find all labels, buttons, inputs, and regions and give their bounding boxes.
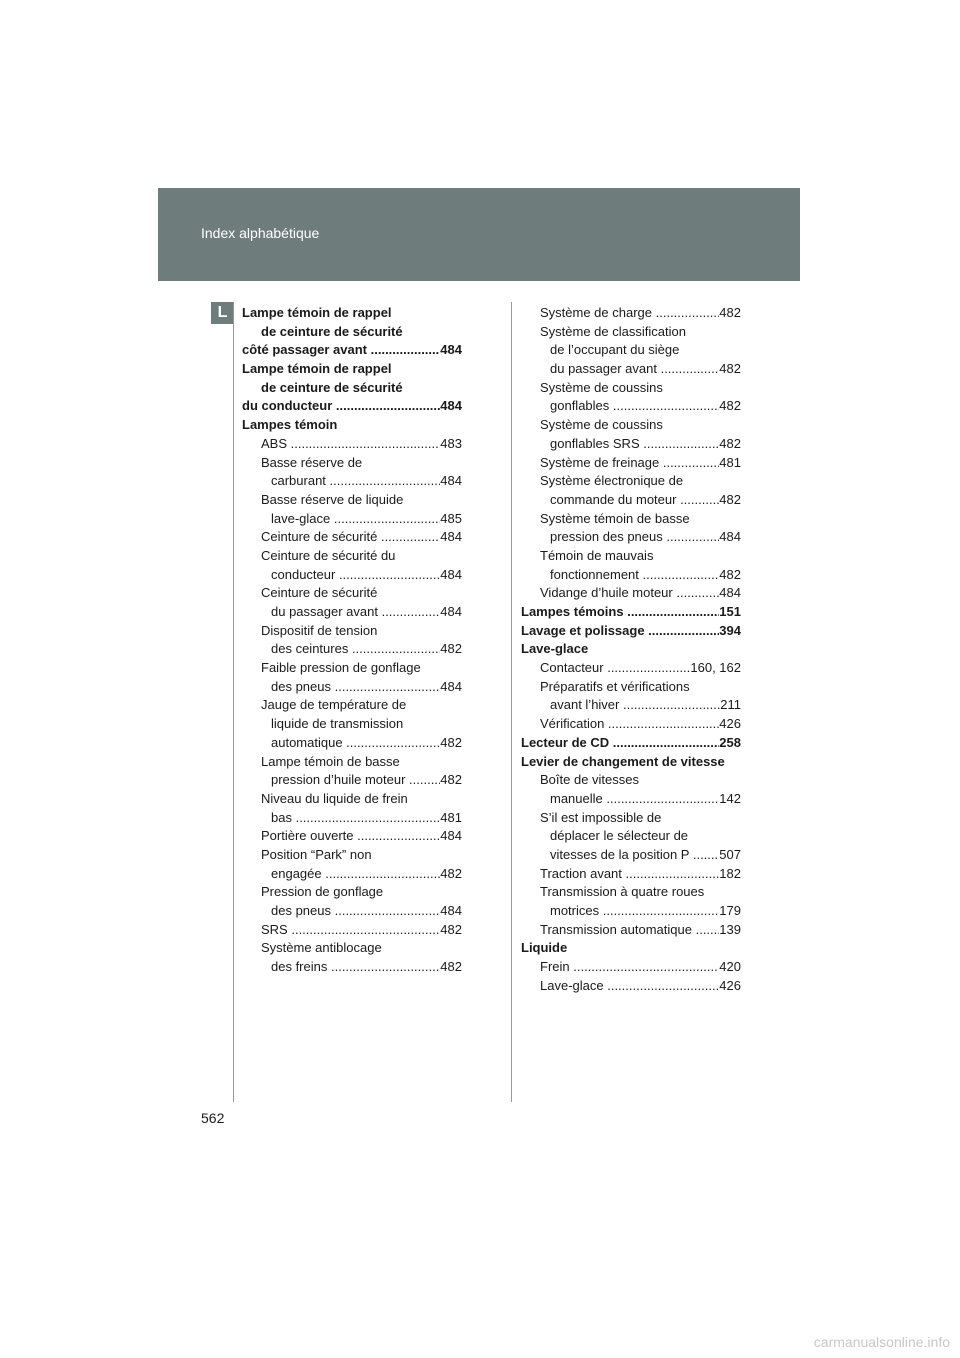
index-entry-label: Vérification .....: [540, 715, 719, 734]
index-entry: [242, 566, 462, 585]
index-entry-page[interactable]: 258: [719, 734, 741, 750]
index-entry: [242, 678, 462, 697]
index-entry-label: conducteur .....: [271, 566, 440, 585]
index-entry-page[interactable]: 482: [440, 772, 462, 788]
index-entry-label: Portière ouverte .....: [261, 827, 440, 846]
index-entry-page[interactable]: 484: [440, 828, 462, 844]
index-entry-label: Boîte de vitesses: [540, 772, 639, 788]
index-entry-label: de ceinture de sécurité: [261, 323, 403, 339]
index-entry: [521, 678, 741, 697]
page-number: 562: [201, 1110, 225, 1126]
index-entry-page[interactable]: 482: [440, 921, 462, 937]
index-entry-page[interactable]: 485: [440, 510, 462, 526]
index-entry-label: Pression de gonflage: [261, 884, 384, 900]
index-entry-label: Transmission automatique .....: [540, 921, 719, 940]
index-entry-page[interactable]: 484: [440, 529, 462, 545]
index-entry: [242, 416, 462, 435]
index-entry-label: Lave-glace .....: [540, 977, 719, 996]
index-entry: [242, 827, 462, 846]
index-entry-page[interactable]: 484: [440, 342, 462, 358]
index-entry: [521, 696, 741, 715]
index-entry-label: Système électronique de: [540, 473, 684, 489]
index-entry-page[interactable]: 484: [440, 604, 462, 619]
index-entry-page[interactable]: 482: [719, 491, 741, 507]
index-entry-label: Dispositif de tension: [261, 622, 378, 638]
index-entry: [521, 397, 741, 416]
index-entry-label: automatique .....: [271, 734, 440, 753]
index-entry: [242, 715, 462, 734]
index-entry-page[interactable]: 482: [440, 734, 462, 750]
index-column-left: [242, 304, 462, 977]
index-entry-label: Basse réserve de: [261, 454, 363, 470]
index-entry-page[interactable]: 482: [719, 435, 741, 451]
index-entry-page[interactable]: 394: [719, 622, 741, 638]
index-entry-label: Contacteur .....: [540, 659, 690, 678]
index-entry: [521, 827, 741, 846]
index-entry: [521, 902, 741, 921]
index-entry-label: Lampes témoin: [242, 417, 338, 433]
index-entry-label: SRS .....: [261, 921, 440, 940]
index-entry: [521, 790, 741, 809]
index-entry: [521, 921, 741, 940]
index-entry-label: Traction avant .....: [540, 865, 719, 884]
index-entry: [242, 958, 462, 977]
index-entry: [521, 939, 741, 958]
index-entry: [242, 883, 462, 902]
index-entry-page[interactable]: 482: [719, 361, 741, 377]
index-entry-label: des ceintures .....: [271, 640, 440, 659]
index-entry-page[interactable]: 142: [719, 790, 741, 806]
index-entry: [242, 865, 462, 884]
index-entry-label: de ceinture de sécurité: [261, 379, 403, 395]
index-entry-label: Frein .....: [540, 958, 719, 977]
index-entry-label: Système de coussins: [540, 379, 663, 395]
index-entry-page[interactable]: 484: [440, 678, 462, 694]
index-entry-label: Système antiblocage: [261, 940, 382, 956]
index-entry: [521, 715, 741, 734]
left-margin-rule: [233, 302, 234, 1102]
index-entry: [242, 790, 462, 809]
index-entry-label: engagée .....: [271, 865, 440, 884]
index-entry: [521, 528, 741, 547]
index-entry-label: Ceinture de sécurité: [261, 585, 378, 601]
index-entry-label: Lampes témoins .....: [521, 603, 719, 622]
index-entry-page[interactable]: 484: [440, 566, 462, 582]
index-entry-page[interactable]: 507: [719, 846, 741, 862]
index-entry-label: de l’occupant du siège: [550, 342, 680, 358]
index-entry-label: pression des pneus .....: [550, 528, 719, 547]
index-entry: [242, 454, 462, 473]
index-entry-label: motrices .....: [550, 902, 719, 921]
index-entry-label: Jauge de température de: [261, 697, 407, 713]
index-entry-label: Niveau du liquide de frein: [261, 790, 408, 806]
index-entry-page[interactable]: 483: [440, 435, 462, 451]
index-entry: [242, 640, 462, 659]
index-entry-label: Liquide: [521, 940, 568, 956]
index-entry: [521, 491, 741, 510]
index-entry: [521, 809, 741, 828]
index-entry-label: ABS .....: [261, 435, 440, 454]
index-entry: [242, 622, 462, 641]
index-entry: [521, 883, 741, 902]
index-entry-page[interactable]: 426: [719, 716, 741, 732]
index-entry: [242, 603, 462, 622]
index-entry: [521, 323, 741, 342]
index-entry-label: commande du moteur .....: [550, 491, 719, 510]
index-entry-page[interactable]: 139: [719, 921, 741, 937]
index-entry: [521, 977, 741, 996]
index-entry-label: Transmission à quatre roues: [540, 884, 705, 900]
index-entry-label: carburant .....: [271, 472, 440, 491]
index-entry-page[interactable]: 426: [719, 977, 741, 993]
column-divider: [511, 302, 512, 1102]
index-entry-label: du conducteur .....: [242, 397, 440, 416]
index-entry: [521, 865, 741, 884]
index-entry: [521, 753, 741, 772]
index-entry-label: des pneus .....: [271, 902, 440, 921]
index-entry: [521, 566, 741, 585]
index-entry-page[interactable]: 484: [440, 398, 462, 414]
index-entry: [242, 323, 462, 342]
index-entry: [521, 360, 741, 379]
index-entry-page[interactable]: 482: [719, 398, 741, 414]
index-entry: [521, 846, 741, 865]
index-entry: [242, 753, 462, 772]
index-entry-page[interactable]: 482: [719, 566, 741, 582]
index-column-right: [521, 304, 741, 995]
index-entry: [521, 603, 741, 622]
index-entry-label: Ceinture de sécurité .....: [261, 528, 440, 547]
index-entry-label: Lampe témoin de rappel: [242, 361, 392, 377]
index-entry-page[interactable]: 482: [440, 959, 462, 975]
index-entry-label: Lecteur de CD .....: [521, 734, 719, 753]
index-entry: [242, 734, 462, 753]
index-entry-label: des pneus .....: [271, 678, 440, 697]
index-entry-page[interactable]: 151: [719, 604, 741, 619]
index-entry-label: Lampe témoin de basse: [261, 753, 400, 769]
index-entry: [521, 379, 741, 398]
index-entry: [242, 491, 462, 510]
index-entry-label: Témoin de mauvais: [540, 547, 654, 563]
index-entry-page[interactable]: 482: [440, 865, 462, 881]
index-entry-page[interactable]: 182: [719, 865, 741, 881]
index-entry-label: vitesses de la position P .....: [550, 846, 719, 865]
index-entry: [242, 528, 462, 547]
index-entry: [242, 510, 462, 529]
index-entry-page[interactable]: 160, 162: [690, 660, 741, 676]
index-entry: [242, 921, 462, 940]
index-entry: [521, 622, 741, 641]
index-entry: [521, 640, 741, 659]
index-entry-label: Levier de changement de vitesse: [521, 753, 725, 769]
index-entry-page[interactable]: 484: [719, 529, 741, 545]
index-entry-label: avant l’hiver .....: [550, 696, 720, 715]
index-entry: [521, 958, 741, 977]
section-title: Index alphabétique: [201, 225, 320, 241]
index-entry-label: Lave-glace: [521, 641, 589, 657]
index-entry: [521, 734, 741, 753]
index-entry: [242, 902, 462, 921]
index-entry-label: lave-glace .....: [271, 510, 440, 529]
index-entry-label: Lampe témoin de rappel: [242, 305, 392, 320]
index-entry-label: Basse réserve de liquide: [261, 491, 404, 507]
index-entry: [242, 341, 462, 360]
index-entry-page[interactable]: 420: [719, 959, 741, 975]
index-entry-label: Ceinture de sécurité du: [261, 547, 396, 563]
index-entry-page[interactable]: 179: [719, 903, 741, 918]
index-entry-label: du passager avant .....: [550, 360, 719, 379]
index-entry: [242, 397, 462, 416]
index-entry: [242, 771, 462, 790]
index-entry-label: S’il est impossible de: [540, 809, 662, 825]
index-entry-label: Lavage et polissage .....: [521, 622, 719, 641]
index-entry: [521, 584, 741, 603]
index-entry-label: Système de charge .....: [540, 304, 719, 323]
index-entry-label: déplacer le sélecteur de: [550, 828, 689, 844]
index-entry: [521, 771, 741, 790]
index-entry: [242, 547, 462, 566]
index-entry-page[interactable]: 484: [719, 585, 741, 601]
index-entry-label: Position “Park” non: [261, 846, 372, 862]
index-entry: [521, 435, 741, 454]
index-entry-page[interactable]: 484: [440, 903, 462, 918]
index-entry: [242, 939, 462, 958]
index-entry-label: Système de classification: [540, 323, 686, 339]
index-entry: [521, 416, 741, 435]
index-entry: [242, 435, 462, 454]
index-entry-page[interactable]: 481: [440, 809, 462, 825]
index-entry-page[interactable]: 481: [719, 454, 741, 470]
index-entry: [242, 472, 462, 491]
index-letter-tab: L: [211, 302, 234, 324]
index-entry-label: manuelle .....: [550, 790, 719, 809]
index-entry: [242, 379, 462, 398]
index-entry: [521, 454, 741, 473]
index-entry-label: côté passager avant .....: [242, 341, 440, 360]
index-entry: [242, 846, 462, 865]
index-entry-label: des freins .....: [271, 958, 440, 977]
index-entry-label: Faible pression de gonflage: [261, 660, 421, 676]
index-entry: [521, 547, 741, 566]
index-entry-label: liquide de transmission: [271, 716, 404, 732]
index-entry-label: gonflables SRS .....: [550, 435, 719, 454]
index-entry-label: du passager avant .....: [271, 603, 440, 622]
index-entry: [242, 304, 462, 323]
index-entry: [242, 584, 462, 603]
index-entry: [521, 304, 741, 323]
index-entry: [521, 472, 741, 491]
index-entry: [242, 659, 462, 678]
index-entry-page[interactable]: 482: [719, 305, 741, 320]
index-entry: [242, 696, 462, 715]
watermark: carmanualsonline.info: [813, 1334, 950, 1350]
index-entry-page[interactable]: 211: [720, 697, 741, 713]
index-entry-label: pression d’huile moteur .....: [271, 771, 440, 790]
page-header: [158, 188, 800, 281]
index-entry-page[interactable]: 484: [440, 473, 462, 489]
index-entry-label: Système témoin de basse: [540, 510, 690, 526]
index-entry-label: fonctionnement .....: [550, 566, 719, 585]
index-entry: [521, 659, 741, 678]
index-entry-label: bas .....: [271, 809, 440, 828]
index-entry-label: Préparatifs et vérifications: [540, 678, 690, 694]
index-entry-label: Vidange d’huile moteur .....: [540, 584, 719, 603]
index-entry-label: Système de freinage .....: [540, 454, 719, 473]
index-entry: [521, 510, 741, 529]
index-entry-page[interactable]: 482: [440, 641, 462, 657]
index-entry: [521, 341, 741, 360]
index-entry-label: gonflables .....: [550, 397, 719, 416]
index-entry-label: Système de coussins: [540, 417, 663, 433]
index-entry: [242, 360, 462, 379]
index-entry: [242, 809, 462, 828]
